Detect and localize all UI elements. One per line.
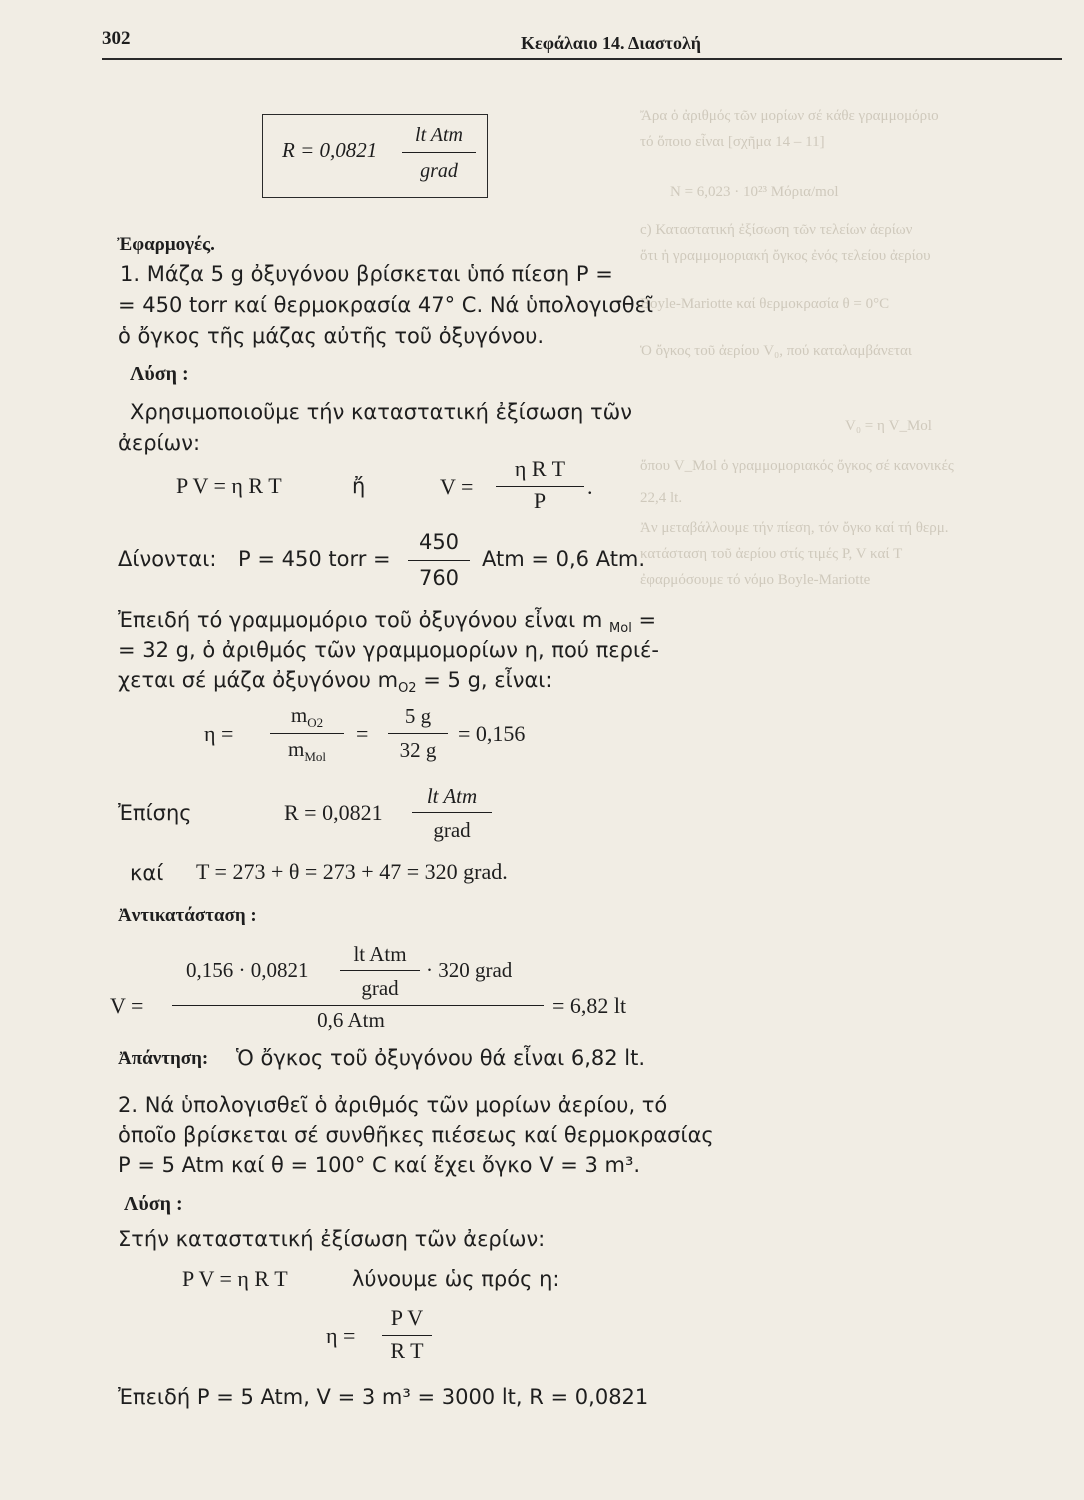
ex1-answer-text: Ὁ ὄγκος τοῦ ὀξυγόνου θά εἶναι 6,82 lt. <box>236 1046 646 1070</box>
ex2-eta-bar <box>382 1335 432 1336</box>
ex1-eta-lhs: η = <box>204 721 234 746</box>
ex1-eta-bar1 <box>270 733 344 734</box>
ex1-eq-v: V = <box>440 474 474 499</box>
ex2-eq-pv: P V = η R T <box>182 1266 288 1291</box>
header-rule <box>102 58 1062 60</box>
chapter-title: Κεφάλαιο 14. Διαστολή <box>521 33 702 53</box>
formula-num: lt Atm <box>415 124 463 146</box>
ex1-line1: 1. Μάζα 5 g ὀξυγόνου βρίσκεται ὑπό πίεση P = <box>120 262 613 286</box>
ex1-also-r: R = 0,0821 <box>284 800 383 825</box>
ex1-also-num: lt Atm <box>426 784 478 808</box>
ex1-given-bar <box>408 560 470 561</box>
ex1-eq-v-den: P <box>533 488 547 513</box>
ex1-and-t: T = 273 + θ = 273 + 47 = 320 grad. <box>196 859 508 884</box>
ex1-given-rest: Atm = 0,6 Atm. <box>482 547 646 571</box>
ex1-given-p: P = 450 torr = <box>238 547 391 571</box>
ex1-s1: Χρησιμοποιοῦμε τήν καταστατική ἐξίσωση τῶν <box>130 400 632 424</box>
ex2-line3: P = 5 Atm καί θ = 100° C καί ἔχει ὄγκο V = 3 m³. <box>118 1153 641 1177</box>
ex1-eq-pv: P V = η R T <box>176 473 282 498</box>
ex2-solution-label: Λύση : <box>124 1193 183 1215</box>
ex1-also-den: grad <box>433 818 471 842</box>
ex2-eq-solve: λύνουμε ὡς πρός η: <box>352 1267 560 1291</box>
formula-bar <box>402 152 476 153</box>
ex1-v-top-a: 0,156 · 0,0821 <box>186 958 309 982</box>
ex1-eta-bar2 <box>388 733 448 734</box>
ex1-m2: = 32 g, ὁ ἀριθμός τῶν γραμμομορίων η, πού περιέ- <box>118 638 659 662</box>
ex1-v-res: = 6,82 lt <box>552 993 627 1018</box>
formula-den: grad <box>420 160 458 182</box>
ex2-eta-num: P V <box>390 1305 424 1330</box>
ex1-eta-den1: $m_{Mol}$ <box>287 737 326 765</box>
ex2-s1: Στήν καταστατική ἐξίσωση τῶν ἀερίων: <box>118 1227 546 1251</box>
formula-r: R = 0,0821 <box>282 138 378 162</box>
ex1-given-den: 760 <box>418 566 460 590</box>
ex1-eq-or: ἤ <box>352 474 366 498</box>
ex2-line2: ὁποῖο βρίσκεται σέ συνθῆκες πιέσεως καί θερμοκρασίας <box>118 1123 714 1147</box>
ex2-eta-den: R T <box>390 1338 424 1363</box>
ex1-eta-res: = 0,156 <box>458 721 526 746</box>
ex1-m3: χεται σέ μάζα ὀξυγόνου $m_{O2} = 5$ g, εἶναι: <box>118 668 553 697</box>
ex1-v-top-num: lt Atm <box>353 942 407 966</box>
ex1-answer-label: Ἀπάντηση: <box>118 1048 209 1069</box>
ex1-line2: = 450 torr καί θερμοκρασία 47° C. Νά ὑπολογισθεῖ <box>118 293 654 317</box>
ex1-subst-label: Ἀντικατάσταση : <box>118 905 257 926</box>
ex1-v-lhs: V = <box>110 993 144 1018</box>
ex1-eta-den2: 32 g <box>399 738 437 762</box>
ex1-also-label: Ἐπίσης <box>118 801 192 825</box>
ex1-v-main-bar <box>172 1005 544 1006</box>
ex1-eq-v-num: η R T <box>514 456 566 481</box>
ex1-v-top-den: grad <box>361 976 399 1000</box>
ex1-also-bar <box>412 812 492 813</box>
ex2-eta-lhs: η = <box>326 1323 356 1348</box>
ex1-eq-v-dot: . <box>587 474 593 499</box>
ex1-v-top-b: · 320 grad <box>426 958 513 982</box>
ex1-eta-num1: $m_{O2}$ <box>290 703 324 731</box>
ex1-eta-num2: 5 g <box>404 704 432 728</box>
ex1-v-bot: 0,6 Atm <box>317 1008 385 1032</box>
ex1-solution-label: Λύση : <box>130 363 189 385</box>
ex1-s2: ἀερίων: <box>118 431 201 455</box>
ex1-v-top-bar <box>340 970 420 971</box>
ex1-m1: Ἐπειδή τό γραμμομόριο τοῦ ὀξυγόνου εἶναι m $_{Mol}$ = <box>118 608 657 637</box>
ex1-line3: ὁ ὄγκος τῆς μάζας αὐτῆς τοῦ ὀξυγόνου. <box>118 324 545 348</box>
ex1-given-label: Δίνονται: <box>118 547 217 571</box>
ex1-and-label: καί <box>130 861 164 885</box>
page-number: 302 <box>102 28 131 49</box>
ex1-eta-eq: = <box>356 721 369 746</box>
section-title: Ἐφαρμογές. <box>117 234 215 255</box>
ex2-line1: 2. Νά ὑπολογισθεῖ ὁ ἀριθμός τῶν μορίων ἀερίου, τό <box>118 1093 668 1117</box>
ex2-last: Ἐπειδή P = 5 Atm, V = 3 m³ = 3000 lt, R = 0,0821 <box>118 1385 649 1409</box>
ex1-given-num: 450 <box>418 530 460 554</box>
